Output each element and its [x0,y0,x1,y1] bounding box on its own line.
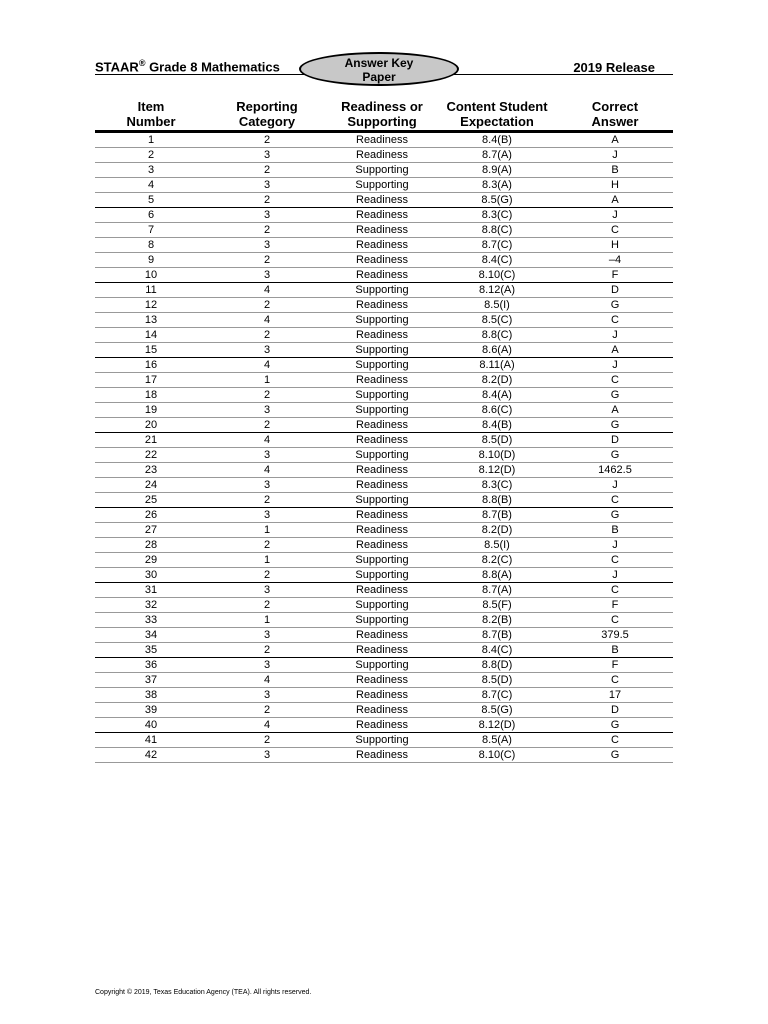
table-row [95,643,673,658]
cell-reporting-category: 3 [263,749,271,761]
cell-correct-answer: F [611,659,619,671]
cell-item-number: 8 [147,239,155,251]
cell-correct-answer: H [611,179,619,191]
cell-readiness-supporting: Supporting [355,344,409,356]
cell-content-expectation: 8.5(G) [481,704,513,716]
cell-correct-answer: G [610,719,620,731]
cell-reporting-category: 1 [263,554,271,566]
title-staar: STAAR [95,59,139,75]
cell-correct-answer: G [610,749,620,761]
cell-readiness-supporting: Readiness [356,749,408,761]
cell-readiness-supporting: Readiness [356,374,408,386]
cell-content-expectation: 8.7(C) [481,239,513,251]
cell-correct-answer: G [610,449,620,461]
cell-item-number: 28 [144,539,158,551]
cell-content-expectation: 8.2(D) [481,524,513,536]
table-row [95,328,673,343]
table-row [95,178,673,193]
table-row [95,313,673,328]
cell-item-number: 20 [144,419,158,431]
cell-reporting-category: 2 [263,389,271,401]
table-row [95,208,673,223]
table-row [95,478,673,493]
cell-correct-answer: C [611,224,619,236]
table-row [95,508,673,523]
cell-content-expectation: 8.12(D) [478,719,516,731]
cell-content-expectation: 8.5(D) [481,434,513,446]
cell-item-number: 9 [147,254,155,266]
cell-content-expectation: 8.4(B) [482,419,512,431]
cell-correct-answer: 379.5 [601,629,629,641]
cell-item-number: 1 [147,134,155,146]
cell-readiness-supporting: Readiness [356,329,408,341]
cell-reporting-category: 3 [263,479,271,491]
cell-item-number: 21 [144,434,158,446]
cell-item-number: 40 [144,719,158,731]
cell-item-number: 39 [144,704,158,716]
cell-content-expectation: 8.2(C) [481,554,513,566]
cell-item-number: 25 [144,494,158,506]
cell-content-expectation: 8.5(I) [484,299,510,311]
cell-content-expectation: 8.9(A) [482,164,512,176]
cell-content-expectation: 8.7(A) [482,584,512,596]
cell-item-number: 13 [144,314,158,326]
table-row [95,658,673,673]
cell-reporting-category: 3 [263,509,271,521]
cell-correct-answer: J [612,479,618,491]
cell-readiness-supporting: Supporting [355,449,409,461]
cell-item-number: 12 [144,299,158,311]
cell-readiness-supporting: Supporting [355,599,409,611]
page-header [95,52,673,82]
table-row [95,583,673,598]
cell-readiness-supporting: Readiness [356,629,408,641]
cell-item-number: 14 [144,329,158,341]
table-row [95,253,673,268]
cell-reporting-category: 2 [263,494,271,506]
cell-correct-answer: D [611,434,619,446]
cell-item-number: 42 [144,749,158,761]
cell-reporting-category: 2 [263,644,271,656]
title-subject: Grade 8 Mathematics [145,59,280,75]
table-body [95,133,673,763]
cell-readiness-supporting: Readiness [356,434,408,446]
cell-reporting-category: 3 [263,584,271,596]
cell-readiness-supporting: Supporting [355,404,409,416]
table-row [95,148,673,163]
cell-content-expectation: 8.10(C) [478,749,516,761]
cell-correct-answer: 17 [608,689,622,701]
cell-readiness-supporting: Supporting [355,284,409,296]
cell-content-expectation: 8.4(B) [482,134,512,146]
cell-correct-answer: –4 [608,254,622,266]
cell-content-expectation: 8.2(B) [482,614,512,626]
table-row [95,238,673,253]
table-row [95,403,673,418]
cell-correct-answer: G [610,299,620,311]
cell-reporting-category: 2 [263,734,271,746]
cell-content-expectation: 8.5(C) [481,314,513,326]
header-readiness-supporting: Readiness or Supporting [341,99,423,129]
header-reporting-category: Reporting Category [236,99,298,129]
cell-content-expectation: 8.3(A) [482,179,512,191]
cell-reporting-category: 3 [263,344,271,356]
cell-readiness-supporting: Supporting [355,734,409,746]
cell-item-number: 33 [144,614,158,626]
table-row [95,598,673,613]
table-row [95,733,673,748]
table-row [95,493,673,508]
badge-line-2: Paper [362,70,396,84]
cell-content-expectation: 8.5(I) [484,539,510,551]
cell-correct-answer: F [611,269,619,281]
cell-reporting-category: 2 [263,299,271,311]
cell-readiness-supporting: Supporting [355,389,409,401]
cell-reporting-category: 3 [263,629,271,641]
cell-readiness-supporting: Readiness [356,239,408,251]
cell-content-expectation: 8.8(A) [482,569,512,581]
table-row [95,553,673,568]
cell-correct-answer: J [612,539,618,551]
cell-item-number: 23 [144,464,158,476]
cell-correct-answer: J [612,359,618,371]
cell-readiness-supporting: Readiness [356,479,408,491]
table-row [95,433,673,448]
cell-item-number: 5 [147,194,155,206]
table-row [95,523,673,538]
cell-readiness-supporting: Readiness [356,149,408,161]
cell-content-expectation: 8.5(G) [481,194,513,206]
cell-readiness-supporting: Readiness [356,254,408,266]
cell-item-number: 2 [147,149,155,161]
cell-reporting-category: 3 [263,659,271,671]
cell-reporting-category: 4 [263,719,271,731]
cell-readiness-supporting: Readiness [356,299,408,311]
cell-reporting-category: 2 [263,704,271,716]
cell-correct-answer: C [611,494,619,506]
cell-reporting-category: 1 [263,524,271,536]
cell-correct-answer: G [610,419,620,431]
cell-item-number: 38 [144,689,158,701]
table-row [95,358,673,373]
cell-readiness-supporting: Readiness [356,539,408,551]
cell-readiness-supporting: Supporting [355,554,409,566]
cell-reporting-category: 3 [263,689,271,701]
cell-correct-answer: J [612,209,618,221]
cell-correct-answer: C [611,614,619,626]
table-row [95,343,673,358]
cell-readiness-supporting: Readiness [356,674,408,686]
cell-content-expectation: 8.4(A) [482,389,512,401]
table-row [95,373,673,388]
cell-item-number: 27 [144,524,158,536]
header-content-expectation: Content Student Expectation [446,99,548,129]
cell-readiness-supporting: Readiness [356,644,408,656]
cell-content-expectation: 8.6(A) [482,344,512,356]
cell-readiness-supporting: Readiness [356,524,408,536]
cell-reporting-category: 2 [263,569,271,581]
cell-item-number: 19 [144,404,158,416]
cell-readiness-supporting: Readiness [356,419,408,431]
cell-content-expectation: 8.7(B) [482,509,512,521]
cell-readiness-supporting: Readiness [356,464,408,476]
cell-correct-answer: J [612,569,618,581]
table-row [95,283,673,298]
cell-reporting-category: 4 [263,284,271,296]
cell-item-number: 7 [147,224,155,236]
cell-content-expectation: 8.8(C) [481,224,513,236]
cell-content-expectation: 8.8(D) [481,659,513,671]
cell-correct-answer: H [611,239,619,251]
cell-content-expectation: 8.10(C) [478,269,516,281]
cell-item-number: 41 [144,734,158,746]
cell-readiness-supporting: Readiness [356,269,408,281]
cell-correct-answer: B [611,164,619,176]
badge-line-1: Answer Key [344,56,414,70]
cell-readiness-supporting: Supporting [355,179,409,191]
table-row [95,193,673,208]
cell-item-number: 29 [144,554,158,566]
cell-correct-answer: A [611,404,619,416]
table-row [95,418,673,433]
cell-item-number: 30 [144,569,158,581]
cell-reporting-category: 4 [263,434,271,446]
cell-readiness-supporting: Supporting [355,164,409,176]
cell-readiness-supporting: Supporting [355,359,409,371]
cell-reporting-category: 3 [263,149,271,161]
cell-content-expectation: 8.5(A) [482,734,512,746]
cell-correct-answer: 1462.5 [598,464,632,476]
cell-readiness-supporting: Readiness [356,509,408,521]
table-row [95,163,673,178]
cell-content-expectation: 8.10(D) [478,449,516,461]
cell-correct-answer: D [611,284,619,296]
cell-reporting-category: 2 [263,194,271,206]
cell-content-expectation: 8.4(C) [481,254,513,266]
cell-reporting-category: 3 [263,449,271,461]
table-row [95,718,673,733]
cell-reporting-category: 4 [263,674,271,686]
cell-item-number: 4 [147,179,155,191]
cell-content-expectation: 8.8(C) [481,329,513,341]
cell-item-number: 15 [144,344,158,356]
table-row [95,673,673,688]
cell-item-number: 26 [144,509,158,521]
cell-item-number: 34 [144,629,158,641]
table-row [95,538,673,553]
cell-reporting-category: 3 [263,404,271,416]
cell-reporting-category: 3 [263,269,271,281]
cell-item-number: 37 [144,674,158,686]
cell-readiness-supporting: Readiness [356,134,408,146]
answer-key-badge [299,52,459,86]
cell-item-number: 31 [144,584,158,596]
cell-readiness-supporting: Supporting [355,314,409,326]
cell-reporting-category: 2 [263,134,271,146]
cell-content-expectation: 8.12(D) [478,464,516,476]
cell-item-number: 22 [144,449,158,461]
cell-correct-answer: A [611,194,619,206]
table-row [95,703,673,718]
cell-readiness-supporting: Supporting [355,569,409,581]
table-header-row [95,99,673,133]
cell-item-number: 11 [145,284,157,296]
cell-readiness-supporting: Readiness [356,194,408,206]
cell-item-number: 36 [144,659,158,671]
cell-content-expectation: 8.5(F) [482,599,512,611]
cell-reporting-category: 3 [263,209,271,221]
table-row [95,133,673,148]
cell-reporting-category: 1 [263,374,271,386]
cell-correct-answer: D [611,704,619,716]
cell-readiness-supporting: Readiness [356,704,408,716]
cell-content-expectation: 8.11(A) [479,359,515,371]
cell-content-expectation: 8.3(C) [481,479,513,491]
cell-content-expectation: 8.12(A) [478,284,516,296]
table-row [95,223,673,238]
cell-content-expectation: 8.7(B) [482,629,512,641]
table-row [95,448,673,463]
document-title [95,58,280,74]
cell-correct-answer: C [611,314,619,326]
cell-reporting-category: 1 [263,614,271,626]
table-row [95,463,673,478]
cell-content-expectation: 8.6(C) [481,404,513,416]
table-row [95,388,673,403]
cell-item-number: 10 [144,269,158,281]
cell-reporting-category: 3 [263,239,271,251]
cell-item-number: 3 [147,164,155,176]
cell-readiness-supporting: Supporting [355,494,409,506]
cell-correct-answer: C [611,374,619,386]
cell-content-expectation: 8.7(C) [481,689,513,701]
cell-item-number: 16 [144,359,158,371]
cell-item-number: 17 [144,374,158,386]
table-row [95,568,673,583]
cell-content-expectation: 8.7(A) [482,149,512,161]
cell-readiness-supporting: Supporting [355,614,409,626]
cell-readiness-supporting: Supporting [355,659,409,671]
cell-content-expectation: 8.4(C) [481,644,513,656]
table-row [95,268,673,283]
cell-reporting-category: 4 [263,359,271,371]
cell-content-expectation: 8.2(D) [481,374,513,386]
cell-item-number: 18 [144,389,158,401]
copyright-notice: Copyright © 2019, Texas Education Agency (TEA). All rights reserved. [95,989,312,996]
cell-item-number: 24 [144,479,158,491]
cell-content-expectation: 8.8(B) [482,494,512,506]
cell-correct-answer: F [611,599,619,611]
cell-readiness-supporting: Readiness [356,689,408,701]
cell-correct-answer: B [611,644,619,656]
answer-key-table [95,99,673,763]
cell-reporting-category: 4 [263,314,271,326]
cell-correct-answer: J [612,149,618,161]
cell-reporting-category: 2 [263,164,271,176]
table-row [95,613,673,628]
cell-correct-answer: C [611,734,619,746]
cell-item-number: 32 [144,599,158,611]
cell-reporting-category: 4 [263,464,271,476]
cell-correct-answer: A [611,134,619,146]
cell-correct-answer: C [611,674,619,686]
cell-content-expectation: 8.5(D) [481,674,513,686]
table-row [95,688,673,703]
table-row [95,628,673,643]
cell-content-expectation: 8.3(C) [481,209,513,221]
cell-correct-answer: A [611,344,619,356]
cell-correct-answer: G [610,389,620,401]
cell-readiness-supporting: Readiness [356,719,408,731]
cell-correct-answer: C [611,584,619,596]
cell-correct-answer: B [611,524,619,536]
registered-mark: ® [138,58,146,68]
cell-reporting-category: 2 [263,599,271,611]
cell-item-number: 35 [144,644,158,656]
header-correct-answer: Correct Answer [591,99,639,129]
cell-item-number: 6 [147,209,155,221]
cell-reporting-category: 2 [263,329,271,341]
cell-reporting-category: 2 [263,254,271,266]
cell-correct-answer: C [611,554,619,566]
cell-reporting-category: 2 [263,539,271,551]
table-row [95,298,673,313]
cell-readiness-supporting: Readiness [356,209,408,221]
cell-reporting-category: 2 [263,224,271,236]
cell-correct-answer: G [610,509,620,521]
header-item-number: Item Number [126,99,176,129]
cell-correct-answer: J [612,329,618,341]
cell-reporting-category: 3 [263,179,271,191]
cell-readiness-supporting: Readiness [356,224,408,236]
cell-readiness-supporting: Readiness [356,584,408,596]
release-year: 2019 Release [573,60,655,75]
cell-reporting-category: 2 [263,419,271,431]
table-row [95,748,673,763]
